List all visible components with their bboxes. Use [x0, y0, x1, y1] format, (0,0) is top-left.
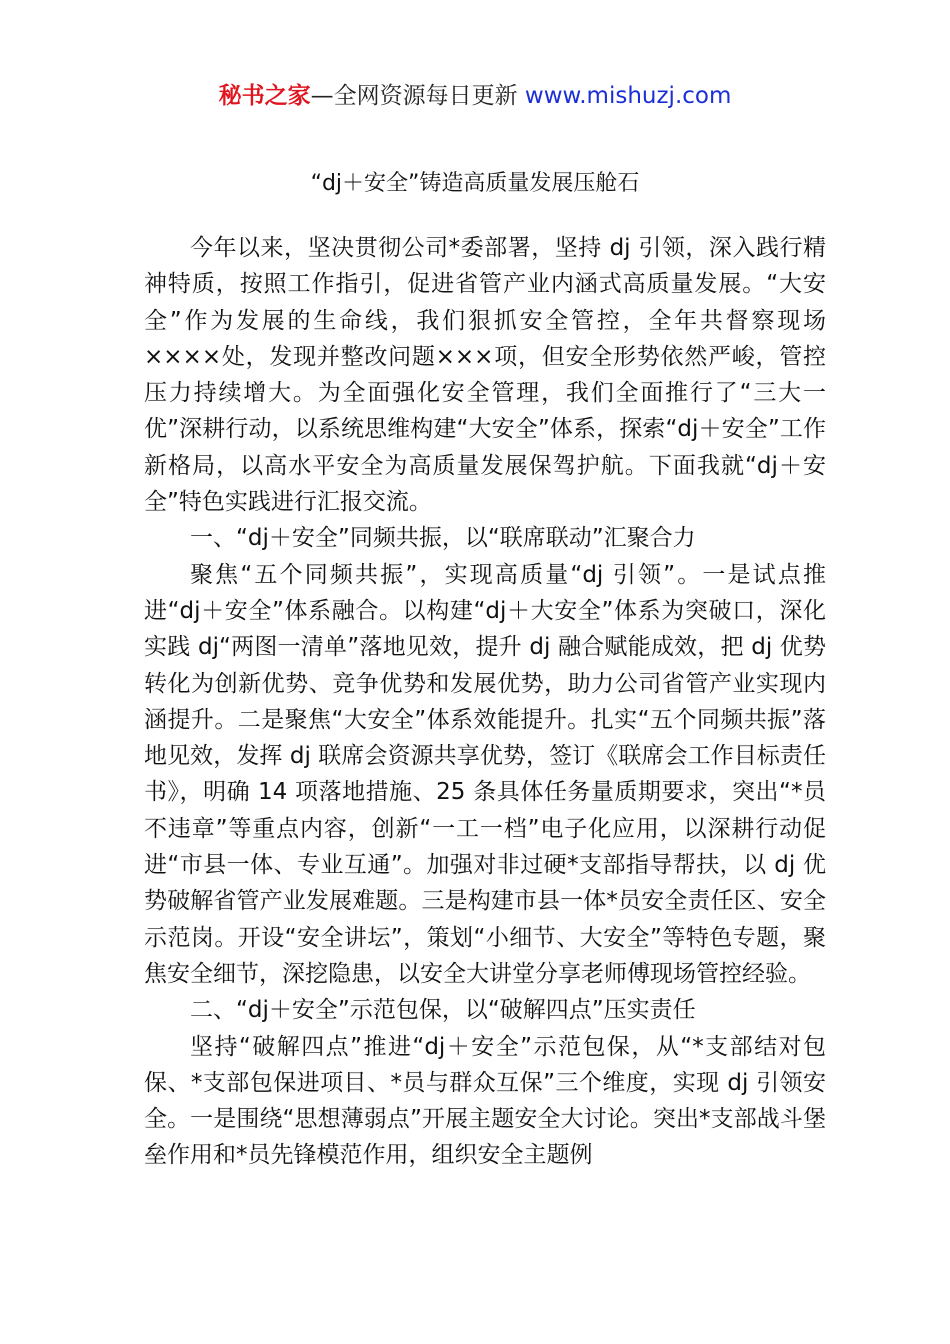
section-heading-1: 一、“dj＋安全”同频共振，以“联席联动”汇聚合力: [190, 525, 696, 552]
document-title: “dj＋安全”铸造高质量发展压舱石: [310, 171, 640, 196]
document-body: [144, 230, 826, 1174]
section-heading-2: 二、“dj＋安全”示范包保，以“破解四点”压实责任: [190, 997, 696, 1024]
section-2-paragraph: 坚持“破解四点”推进“dj＋安全”示范包保，从“*支部结对包保、*支部包保进项目、*员与群众互保”三个维度，实现 dj 引领安全。一是围绕“思想薄弱点”开展主题安全大讨论。突出*支部战斗堡垒作用和*员先锋模范作用，组织安全主题例: [144, 1033, 826, 1169]
site-banner: [0, 80, 950, 112]
banner-url-link[interactable]: www.mishuzj.com: [524, 83, 732, 109]
section-1-paragraph: 聚焦“五个同频共振”，实现高质量“dj 引领”。一是试点推进“dj＋安全”体系融合。以构建“dj＋大安全”体系为突破口，深化实践 dj“两图一清单”落地见效，提升 dj 融合赋能成效，把 dj 优势转化为创新优势、竞争优势和发展优势，助力公司省管产业实现内涵提升。二是聚焦“大安全”体系效能提升。扎实“五个同频共振”落地见效，发挥 dj 联席会资源共享优势，签订《联席会工作目标责任书》，明确 14 项落地措施、25 条具体任务量质期要求，突出“*员不违章”等重点内容，创新“一工一档”电子化应用，以深耕行动促进“市县一体、专业互通”。加强对非过硬*支部指导帮扶，以 dj 优势破解省管产业发展难题。三是构建市县一体*员安全责任区、安全示范岗。开设“安全讲坛”，策划“小细节、大安全”等特色专题，聚焦安全细节，深挖隐患，以安全大讲堂分享老师傅现场管控经验。: [144, 561, 826, 987]
banner-tagline: —全网资源每日更新: [310, 83, 525, 109]
intro-paragraph: 今年以来，坚决贯彻公司*委部署，坚持 dj 引领，深入践行精神特质，按照工作指引，促进省管产业内涵式高质量发展。“大安全”作为发展的生命线，我们狠抓安全管控，全年共督察现场××××处，发现并整改问题×××项，但安全形势依然严峻，管控压力持续增大。为全面强化安全管理，我们全面推行了“三大一优”深耕行动，以系统思维构建“大安全”体系，探索“dj＋安全”工作新格局，以高水平安全为高质量发展保驾护航。下面我就“dj＋安全”特色实践进行汇报交流。: [144, 235, 826, 516]
banner-brand: 秘书之家: [218, 83, 311, 109]
